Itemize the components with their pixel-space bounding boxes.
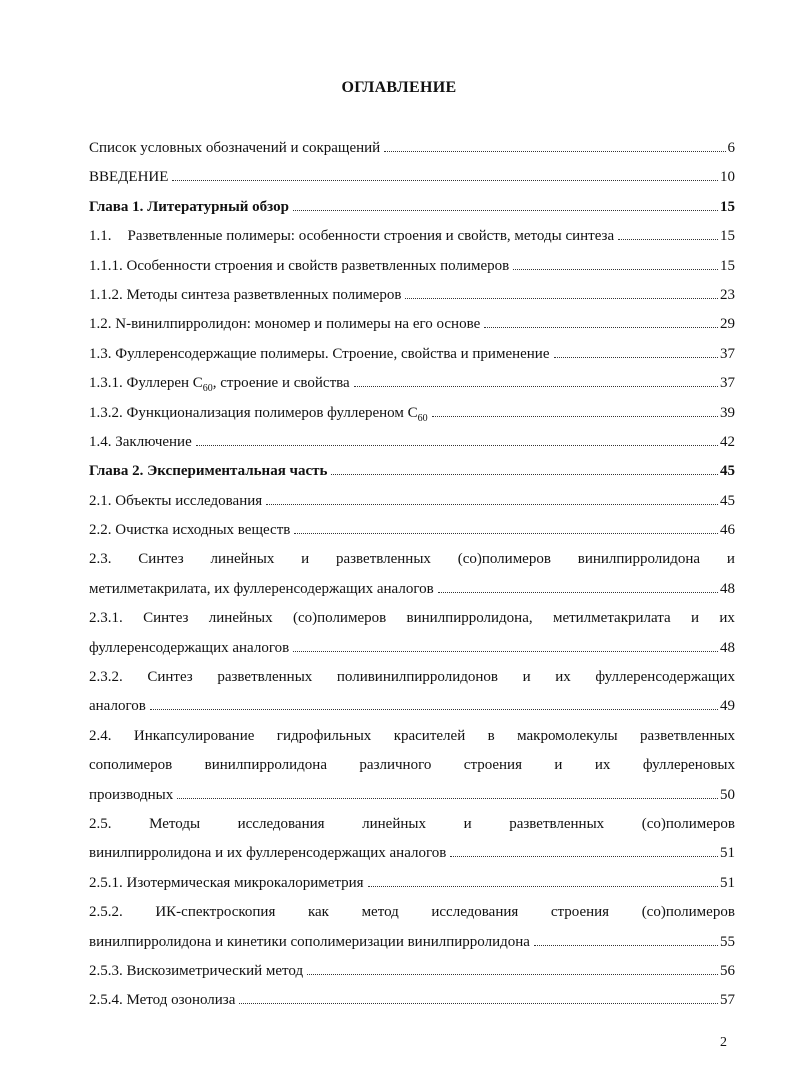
word: строения bbox=[550, 904, 610, 921]
dot-leader bbox=[239, 1003, 718, 1004]
dot-leader bbox=[405, 298, 718, 299]
word: винилпирролидона bbox=[204, 757, 327, 774]
toc-entry-text: Глава 2. Экспериментальная часть bbox=[89, 463, 328, 480]
toc-entry-text: метилметакрилата, их фуллеренсодержащих аналогов bbox=[89, 580, 434, 597]
toc-entry-text: 2.1. Объекты исследования bbox=[89, 492, 263, 509]
toc-entry-justified-line[interactable] bbox=[89, 545, 735, 574]
dot-leader bbox=[554, 357, 719, 358]
dot-leader bbox=[293, 210, 718, 211]
toc-entry-page: 45 bbox=[720, 492, 735, 509]
word: разветвленных bbox=[335, 551, 431, 568]
toc-entry-text bbox=[89, 399, 428, 428]
toc-entry-text: фуллеренсодержащих аналогов bbox=[89, 639, 290, 656]
word: поливинилпирролидонов bbox=[336, 669, 498, 686]
word: разветвленных bbox=[217, 669, 313, 686]
toc-entry-page: 56 bbox=[720, 962, 735, 979]
dot-leader bbox=[177, 798, 718, 799]
toc-entry[interactable] bbox=[89, 457, 735, 486]
toc-entry-page: 15 bbox=[720, 257, 735, 274]
word: и bbox=[726, 551, 735, 568]
word: фуллеренсодержащих bbox=[595, 669, 735, 686]
toc-entry-text: винилпирролидона и кинетики сополимеризации винилпирролидона bbox=[89, 933, 530, 950]
dot-leader bbox=[513, 269, 718, 270]
toc-entry[interactable] bbox=[89, 222, 735, 251]
word: линейных bbox=[362, 815, 426, 832]
subscript: 60 bbox=[417, 412, 428, 424]
dot-leader bbox=[331, 474, 718, 475]
toc-entry[interactable] bbox=[89, 516, 735, 545]
toc-entry-number: 1.1. bbox=[89, 228, 112, 245]
toc-entry-page: 48 bbox=[720, 639, 735, 656]
word: винилпирролидона, bbox=[406, 610, 533, 627]
toc-entry-page: 51 bbox=[720, 845, 735, 862]
word: их bbox=[719, 610, 735, 627]
word: 2.5. bbox=[89, 815, 112, 832]
dot-leader bbox=[484, 327, 718, 328]
toc-entry-text: ВВЕДЕНИЕ bbox=[89, 169, 169, 186]
dot-leader bbox=[618, 239, 718, 240]
word: Синтез bbox=[143, 610, 189, 627]
toc-entry[interactable] bbox=[89, 163, 735, 192]
word: 2.3.1. bbox=[89, 610, 123, 627]
toc-entry-text: 1.1.2. Методы синтеза разветвленных полимеров bbox=[89, 286, 402, 303]
word: метод bbox=[361, 904, 399, 921]
dot-leader bbox=[294, 533, 718, 534]
word: исследования bbox=[237, 815, 325, 832]
toc-entry-justified-line[interactable] bbox=[89, 663, 735, 692]
toc-entry[interactable] bbox=[89, 869, 735, 898]
toc-entry-text: 2.5.4. Метод озонолиза bbox=[89, 992, 236, 1009]
toc-entry-text: Список условных обозначений и сокращений bbox=[89, 140, 381, 156]
dot-leader bbox=[172, 180, 718, 181]
word: и bbox=[463, 815, 472, 832]
dot-leader bbox=[384, 151, 725, 152]
toc-entry[interactable] bbox=[89, 781, 735, 810]
toc-entry[interactable] bbox=[89, 839, 735, 868]
toc-entry-page: 45 bbox=[720, 463, 735, 480]
toc-entry[interactable] bbox=[89, 369, 735, 398]
toc-entry[interactable] bbox=[89, 428, 735, 457]
toc-entry-page: 42 bbox=[720, 433, 735, 450]
toc-entry[interactable] bbox=[89, 310, 735, 339]
dot-leader bbox=[432, 416, 718, 417]
dot-leader bbox=[150, 709, 718, 710]
toc-entry[interactable] bbox=[89, 193, 735, 222]
word: Синтез bbox=[138, 551, 184, 568]
toc-entry-text: Глава 1. Литературный обзор bbox=[89, 198, 289, 215]
toc-entry-text: 1.2. N-винилпирролидон: мономер и полимеры на его основе bbox=[89, 316, 481, 333]
page-title: ОГЛАВЛЕНИЕ bbox=[341, 79, 457, 96]
word: линейных bbox=[210, 551, 275, 568]
word: Инкапсулирование bbox=[133, 727, 255, 744]
word: как bbox=[307, 904, 329, 921]
dot-leader bbox=[354, 386, 718, 387]
toc-entry-justified-line[interactable] bbox=[89, 751, 735, 780]
toc-entry[interactable] bbox=[89, 692, 735, 721]
toc-entry-text-part: 1.3.1. Фуллерен С bbox=[89, 375, 203, 392]
toc-entry-page: 15 bbox=[720, 228, 735, 245]
page-number: 2 bbox=[720, 1035, 727, 1050]
toc-entry-text: 1.3. Фуллеренсодержащие полимеры. Строение, свойства и применение bbox=[89, 345, 550, 362]
word: 2.4. bbox=[89, 727, 112, 744]
word: винилпирролидона bbox=[577, 551, 701, 568]
dot-leader bbox=[266, 504, 718, 505]
word: 2.3. bbox=[89, 551, 112, 568]
word: (со)полимеров bbox=[641, 904, 735, 921]
dot-leader bbox=[307, 974, 718, 975]
word: гидрофильных bbox=[276, 727, 372, 744]
toc-entry-page: 39 bbox=[720, 404, 735, 421]
toc-entry[interactable] bbox=[89, 487, 735, 516]
toc-entry-text: Разветвленные полимеры: особенности строения и свойств, методы синтеза bbox=[127, 228, 615, 245]
word: разветвленных bbox=[509, 815, 605, 832]
toc-entry-text: 1.4. Заключение bbox=[89, 433, 192, 450]
toc-entry[interactable] bbox=[89, 340, 735, 369]
word: метилметакрилата bbox=[552, 610, 671, 627]
toc-entry-text: производных bbox=[89, 786, 174, 803]
word: ИК-спектроскопия bbox=[155, 904, 276, 921]
toc-entry-page: 48 bbox=[720, 580, 735, 597]
toc-entry-text: 2.2. Очистка исходных веществ bbox=[89, 522, 291, 539]
word: макромолекулы bbox=[517, 727, 618, 744]
word: и bbox=[301, 551, 310, 568]
toc-entry-page: 23 bbox=[720, 286, 735, 303]
toc-entry[interactable] bbox=[89, 575, 735, 604]
toc-entry[interactable] bbox=[89, 281, 735, 310]
word: сополимеров bbox=[89, 757, 173, 774]
toc-entry-text-part: , строение и свойства bbox=[212, 375, 350, 392]
toc-entry-justified-line[interactable] bbox=[89, 810, 735, 839]
word: их bbox=[594, 757, 611, 774]
word: (со)полимеров bbox=[457, 551, 551, 568]
subscript: 60 bbox=[202, 383, 213, 395]
toc-entry-page: 46 bbox=[720, 522, 735, 539]
toc-entry[interactable] bbox=[89, 252, 735, 281]
toc-entry-text: 2.5.1. Изотермическая микрокалориметрия bbox=[89, 874, 364, 891]
toc-entry-page: 10 bbox=[720, 169, 735, 186]
word: красителей bbox=[393, 727, 466, 744]
word: и bbox=[554, 757, 563, 774]
dot-leader bbox=[196, 445, 718, 446]
dot-leader bbox=[450, 856, 718, 857]
word: (со)полимеров bbox=[641, 815, 735, 832]
word: и bbox=[522, 669, 531, 686]
toc-entry-text: аналогов bbox=[89, 698, 146, 715]
toc-entry-justified-line[interactable] bbox=[89, 722, 735, 751]
toc-entry-justified-line[interactable] bbox=[89, 898, 735, 927]
toc-entry-page: 37 bbox=[720, 375, 735, 392]
word: 2.5.2. bbox=[89, 904, 123, 921]
toc-entry[interactable] bbox=[89, 399, 735, 428]
word: разветвленных bbox=[640, 727, 735, 744]
toc-entry-page: 37 bbox=[720, 345, 735, 362]
toc-entry[interactable] bbox=[89, 134, 735, 163]
toc-entry-page: 51 bbox=[720, 874, 735, 891]
table-of-contents bbox=[89, 134, 735, 1016]
word: различного bbox=[359, 757, 432, 774]
toc-entry-text: винилпирролидона и их фуллеренсодержащих аналогов bbox=[89, 845, 447, 862]
toc-entry-page: 29 bbox=[720, 316, 735, 333]
word: фуллереновых bbox=[642, 757, 735, 774]
toc-entry-page: 50 bbox=[720, 786, 735, 803]
toc-entry[interactable] bbox=[89, 957, 735, 986]
toc-entry-page: 57 bbox=[720, 992, 735, 1009]
word: исследования bbox=[431, 904, 519, 921]
toc-entry-page: 55 bbox=[720, 933, 735, 950]
word: и bbox=[691, 610, 700, 627]
toc-entry-text-part: 1.3.2. Функционализация полимеров фуллереном С bbox=[89, 404, 418, 421]
word: их bbox=[555, 669, 571, 686]
word: Синтез bbox=[147, 669, 193, 686]
toc-entry[interactable] bbox=[89, 986, 735, 1015]
toc-entry[interactable] bbox=[89, 928, 735, 957]
toc-entry-page: 49 bbox=[720, 698, 735, 715]
toc-entry-text: 2.5.3. Вискозиметрический метод bbox=[89, 962, 304, 979]
toc-entry[interactable] bbox=[89, 634, 735, 663]
word: Методы bbox=[149, 815, 201, 832]
dot-leader bbox=[368, 886, 718, 887]
toc-entry-justified-line[interactable] bbox=[89, 604, 735, 633]
word: строения bbox=[463, 757, 522, 774]
word: линейных bbox=[208, 610, 273, 627]
toc-entry-page: 15 bbox=[720, 198, 735, 215]
word: 2.3.2. bbox=[89, 669, 123, 686]
toc-entry-page: 6 bbox=[727, 140, 735, 156]
word: (со)полимеров bbox=[292, 610, 387, 627]
word: в bbox=[487, 727, 495, 744]
dot-leader bbox=[438, 592, 718, 593]
dot-leader bbox=[534, 945, 718, 946]
toc-entry-text: 1.1.1. Особенности строения и свойств разветвленных полимеров bbox=[89, 257, 510, 274]
toc-entry-text bbox=[89, 369, 350, 398]
dot-leader bbox=[293, 651, 718, 652]
